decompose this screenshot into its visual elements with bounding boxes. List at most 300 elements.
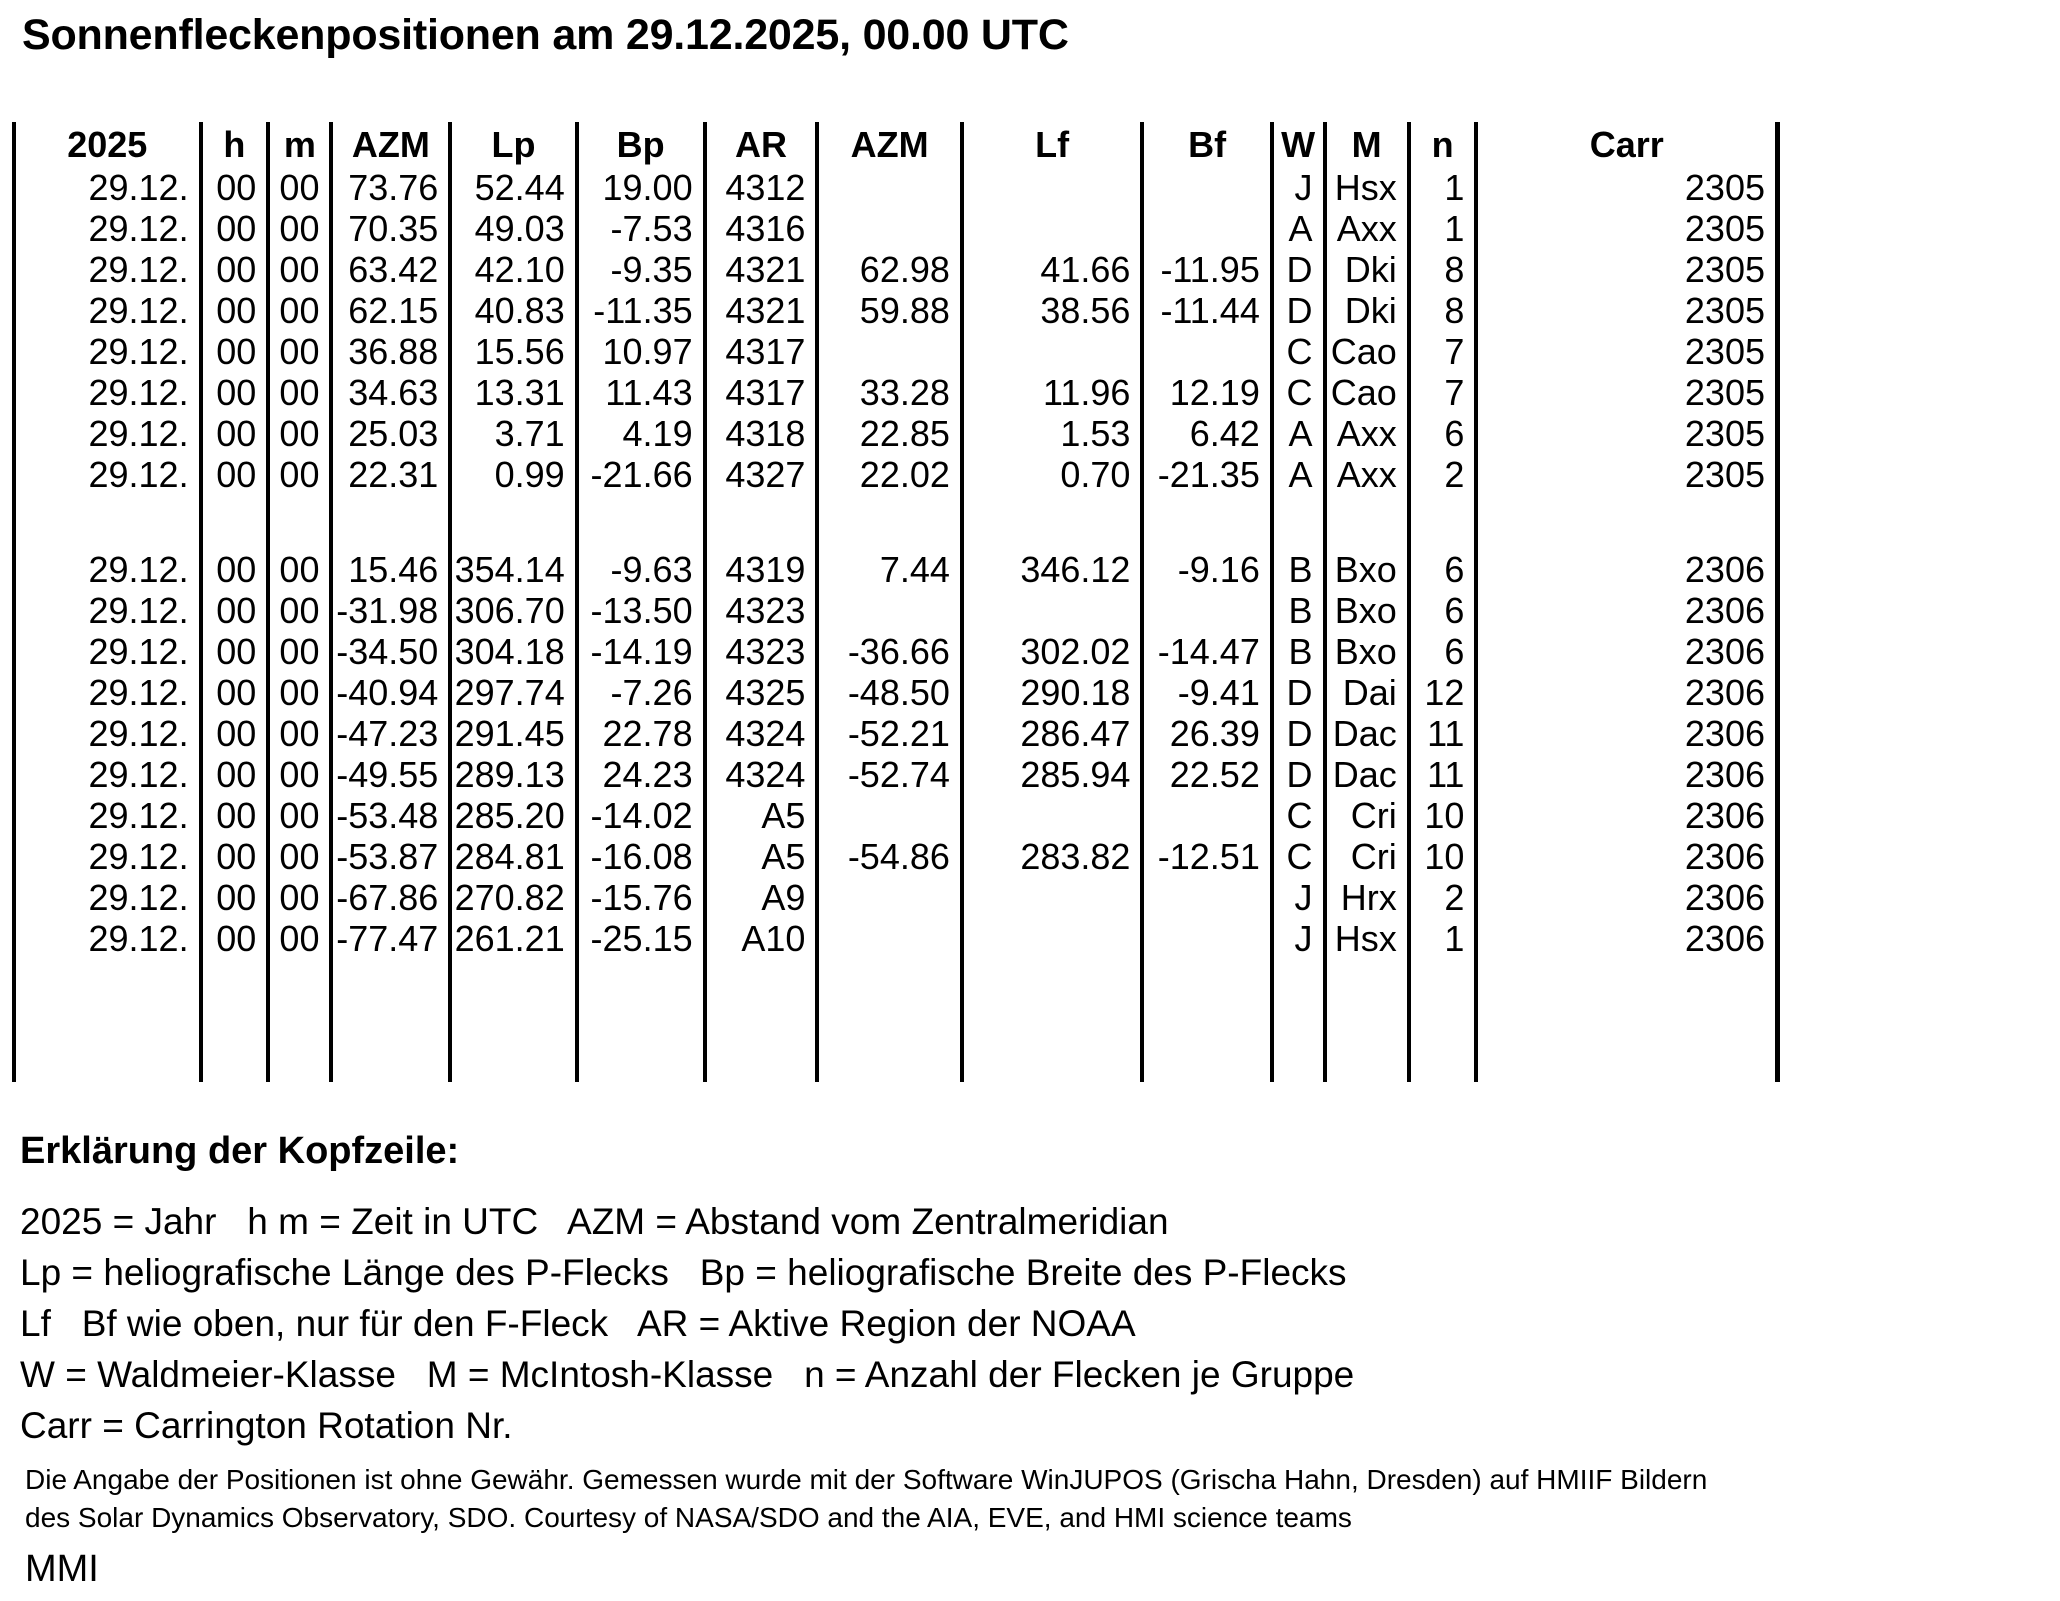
- cell-azm-f: 22.85: [817, 413, 961, 454]
- table-row: [14, 454, 1778, 495]
- cell-hour: 00: [201, 590, 269, 631]
- cell-lf: 285.94: [962, 754, 1143, 795]
- cell-minute: 00: [268, 590, 331, 631]
- cell-bp: -21.66: [577, 454, 705, 495]
- table-row: [14, 249, 1778, 290]
- cell-minute: 00: [268, 836, 331, 877]
- cell-date: 29.12.: [14, 713, 201, 754]
- cell-minute: 00: [268, 713, 331, 754]
- cell-lp: 270.82: [450, 877, 576, 918]
- cell-lp: 306.70: [450, 590, 576, 631]
- cell-date: 29.12.: [14, 672, 201, 713]
- cell-bp: -16.08: [577, 836, 705, 877]
- cell-mcintosh: Axx: [1325, 413, 1409, 454]
- cell-lf: [962, 877, 1143, 918]
- sunspot-positions-table: [12, 122, 1780, 1082]
- table-row: [14, 590, 1778, 631]
- cell-azm-p: 22.31: [331, 454, 450, 495]
- cell-bf: -12.51: [1142, 836, 1271, 877]
- column-header-azm-p: AZM: [331, 122, 450, 167]
- cell-azm-p: 15.46: [331, 549, 450, 590]
- cell-bf: [1142, 331, 1271, 372]
- cell-hour: 00: [201, 918, 269, 959]
- cell-n: 6: [1409, 590, 1477, 631]
- cell-date: 29.12.: [14, 795, 201, 836]
- cell-lp: 42.10: [450, 249, 576, 290]
- cell-bp: 22.78: [577, 713, 705, 754]
- cell-hour: 00: [201, 795, 269, 836]
- table-spacer-cell: [1476, 495, 1777, 549]
- cell-mcintosh: Cri: [1325, 795, 1409, 836]
- cell-n: 8: [1409, 290, 1477, 331]
- table-row: [14, 918, 1778, 959]
- cell-bp: -13.50: [577, 590, 705, 631]
- cell-minute: 00: [268, 372, 331, 413]
- cell-hour: 00: [201, 754, 269, 795]
- table-tail-cell: [1272, 959, 1325, 1082]
- cell-w: D: [1272, 290, 1325, 331]
- column-header-bf: Bf: [1142, 122, 1271, 167]
- cell-carr: 2305: [1476, 454, 1777, 495]
- table-row: [14, 631, 1778, 672]
- cell-azm-f: [817, 877, 961, 918]
- cell-w: D: [1272, 249, 1325, 290]
- cell-bf: [1142, 918, 1271, 959]
- table-spacer-cell: [1142, 495, 1271, 549]
- cell-bp: 11.43: [577, 372, 705, 413]
- cell-minute: 00: [268, 167, 331, 208]
- cell-azm-f: -54.86: [817, 836, 961, 877]
- cell-minute: 00: [268, 549, 331, 590]
- cell-hour: 00: [201, 372, 269, 413]
- cell-bf: [1142, 795, 1271, 836]
- cell-azm-p: -49.55: [331, 754, 450, 795]
- cell-lp: 52.44: [450, 167, 576, 208]
- cell-lf: [962, 795, 1143, 836]
- cell-w: B: [1272, 590, 1325, 631]
- cell-date: 29.12.: [14, 918, 201, 959]
- cell-w: A: [1272, 208, 1325, 249]
- footnote-line-2: des Solar Dynamics Observatory, SDO. Courtesy of NASA/SDO and the AIA, EVE, and HMI science teams: [25, 1502, 1352, 1533]
- cell-mcintosh: Axx: [1325, 208, 1409, 249]
- cell-hour: 00: [201, 413, 269, 454]
- cell-lp: 284.81: [450, 836, 576, 877]
- cell-bf: [1142, 590, 1271, 631]
- cell-ar: 4321: [705, 290, 818, 331]
- cell-mcintosh: Dki: [1325, 249, 1409, 290]
- cell-lp: 15.56: [450, 331, 576, 372]
- cell-bf: [1142, 208, 1271, 249]
- cell-n: 6: [1409, 413, 1477, 454]
- cell-lp: 261.21: [450, 918, 576, 959]
- cell-bp: -9.35: [577, 249, 705, 290]
- cell-azm-p: 25.03: [331, 413, 450, 454]
- legend-line-lp-bp: Lp = heliografische Länge des P-Flecks Bp = heliografische Breite des P-Flecks: [20, 1252, 1347, 1293]
- cell-lf: 41.66: [962, 249, 1143, 290]
- cell-carr: 2306: [1476, 836, 1777, 877]
- cell-n: 10: [1409, 836, 1477, 877]
- cell-bf: -21.35: [1142, 454, 1271, 495]
- table-tail-cell: [201, 959, 269, 1082]
- cell-date: 29.12.: [14, 877, 201, 918]
- cell-n: 6: [1409, 549, 1477, 590]
- cell-mcintosh: Bxo: [1325, 631, 1409, 672]
- table-spacer-cell: [14, 495, 201, 549]
- column-header-lp: Lp: [450, 122, 576, 167]
- cell-carr: 2305: [1476, 413, 1777, 454]
- cell-azm-p: -67.86: [331, 877, 450, 918]
- column-header-azm-f: AZM: [817, 122, 961, 167]
- cell-hour: 00: [201, 631, 269, 672]
- table-row: [14, 331, 1778, 372]
- cell-ar: 4312: [705, 167, 818, 208]
- cell-n: 11: [1409, 713, 1477, 754]
- legend-line-lf-bf-ar: Lf Bf wie oben, nur für den F-Fleck AR = Aktive Region der NOAA: [20, 1303, 1136, 1344]
- legend-line-carr: Carr = Carrington Rotation Nr.: [20, 1405, 513, 1446]
- cell-date: 29.12.: [14, 754, 201, 795]
- cell-azm-p: -40.94: [331, 672, 450, 713]
- table-row: [14, 372, 1778, 413]
- cell-carr: 2305: [1476, 249, 1777, 290]
- cell-date: 29.12.: [14, 372, 201, 413]
- cell-ar: 4324: [705, 713, 818, 754]
- cell-w: C: [1272, 372, 1325, 413]
- table-spacer-cell: [817, 495, 961, 549]
- cell-bp: -25.15: [577, 918, 705, 959]
- cell-carr: 2305: [1476, 372, 1777, 413]
- cell-minute: 00: [268, 672, 331, 713]
- cell-hour: 00: [201, 713, 269, 754]
- table-tail-cell: [962, 959, 1143, 1082]
- cell-azm-p: 36.88: [331, 331, 450, 372]
- cell-date: 29.12.: [14, 167, 201, 208]
- legend-line-year-time-azm: 2025 = Jahr h m = Zeit in UTC AZM = Abstand vom Zentralmeridian: [20, 1201, 1169, 1242]
- cell-mcintosh: Hsx: [1325, 918, 1409, 959]
- cell-minute: 00: [268, 290, 331, 331]
- cell-azm-f: -52.21: [817, 713, 961, 754]
- cell-ar: A10: [705, 918, 818, 959]
- cell-azm-f: [817, 167, 961, 208]
- legend-heading: Erklärung der Kopfzeile:: [20, 1130, 460, 1172]
- cell-bp: -9.63: [577, 549, 705, 590]
- cell-date: 29.12.: [14, 836, 201, 877]
- column-header-n: n: [1409, 122, 1477, 167]
- table-tail-cell: [1476, 959, 1777, 1082]
- cell-w: J: [1272, 877, 1325, 918]
- footnote-line-1: Die Angabe der Positionen ist ohne Gewähr. Gemessen wurde mit der Software WinJUPOS (Grischa Hahn, Dresden) auf HMIIF Bildern: [25, 1464, 1708, 1495]
- cell-lp: 40.83: [450, 290, 576, 331]
- cell-bf: 26.39: [1142, 713, 1271, 754]
- cell-w: A: [1272, 454, 1325, 495]
- cell-mcintosh: Bxo: [1325, 549, 1409, 590]
- footnote: [25, 1461, 2045, 1537]
- cell-n: 7: [1409, 372, 1477, 413]
- table-spacer-cell: [1409, 495, 1477, 549]
- cell-bp: 19.00: [577, 167, 705, 208]
- cell-hour: 00: [201, 454, 269, 495]
- cell-w: B: [1272, 631, 1325, 672]
- cell-bf: [1142, 877, 1271, 918]
- cell-lf: 283.82: [962, 836, 1143, 877]
- cell-lf: 38.56: [962, 290, 1143, 331]
- table-spacer-cell: [1325, 495, 1409, 549]
- cell-ar: 4327: [705, 454, 818, 495]
- table-spacer-cell: [705, 495, 818, 549]
- column-header-carr: Carr: [1476, 122, 1777, 167]
- table-tail-cell: [705, 959, 818, 1082]
- cell-lp: 3.71: [450, 413, 576, 454]
- cell-mcintosh: Dac: [1325, 754, 1409, 795]
- cell-mcintosh: Cao: [1325, 331, 1409, 372]
- cell-w: J: [1272, 918, 1325, 959]
- cell-azm-p: 70.35: [331, 208, 450, 249]
- cell-lp: 49.03: [450, 208, 576, 249]
- cell-bp: -7.26: [577, 672, 705, 713]
- cell-date: 29.12.: [14, 249, 201, 290]
- cell-mcintosh: Dai: [1325, 672, 1409, 713]
- cell-azm-p: -53.87: [331, 836, 450, 877]
- cell-minute: 00: [268, 754, 331, 795]
- table-spacer-cell: [201, 495, 269, 549]
- cell-mcintosh: Hrx: [1325, 877, 1409, 918]
- cell-hour: 00: [201, 836, 269, 877]
- cell-hour: 00: [201, 672, 269, 713]
- table-tail-cell: [268, 959, 331, 1082]
- cell-n: 12: [1409, 672, 1477, 713]
- cell-minute: 00: [268, 413, 331, 454]
- cell-bp: -14.02: [577, 795, 705, 836]
- column-header-mcintosh: M: [1325, 122, 1409, 167]
- table-tail-cell: [1409, 959, 1477, 1082]
- cell-bp: -15.76: [577, 877, 705, 918]
- cell-w: B: [1272, 549, 1325, 590]
- cell-bf: -11.95: [1142, 249, 1271, 290]
- cell-n: 11: [1409, 754, 1477, 795]
- table-row: [14, 549, 1778, 590]
- cell-date: 29.12.: [14, 208, 201, 249]
- cell-ar: 4323: [705, 590, 818, 631]
- cell-azm-p: -53.48: [331, 795, 450, 836]
- column-header-lf: Lf: [962, 122, 1143, 167]
- column-header-w: W: [1272, 122, 1325, 167]
- column-header-minute: m: [268, 122, 331, 167]
- cell-ar: A9: [705, 877, 818, 918]
- table-tail-row: [14, 959, 1778, 1082]
- sunspot-table-container: [12, 122, 1780, 1082]
- cell-carr: 2306: [1476, 549, 1777, 590]
- cell-carr: 2306: [1476, 672, 1777, 713]
- table-tail-cell: [577, 959, 705, 1082]
- cell-azm-p: 62.15: [331, 290, 450, 331]
- cell-azm-f: 62.98: [817, 249, 961, 290]
- cell-ar: A5: [705, 836, 818, 877]
- cell-ar: 4324: [705, 754, 818, 795]
- cell-w: A: [1272, 413, 1325, 454]
- table-tail-cell: [1142, 959, 1271, 1082]
- table-tail-cell: [14, 959, 201, 1082]
- cell-carr: 2306: [1476, 918, 1777, 959]
- cell-carr: 2306: [1476, 631, 1777, 672]
- cell-azm-f: [817, 918, 961, 959]
- cell-ar: 4318: [705, 413, 818, 454]
- cell-lf: [962, 208, 1143, 249]
- cell-lf: [962, 331, 1143, 372]
- cell-date: 29.12.: [14, 590, 201, 631]
- cell-azm-f: [817, 208, 961, 249]
- cell-azm-f: 59.88: [817, 290, 961, 331]
- cell-w: C: [1272, 836, 1325, 877]
- cell-lp: 289.13: [450, 754, 576, 795]
- cell-hour: 00: [201, 549, 269, 590]
- cell-mcintosh: Dac: [1325, 713, 1409, 754]
- cell-n: 2: [1409, 454, 1477, 495]
- cell-hour: 00: [201, 290, 269, 331]
- cell-hour: 00: [201, 877, 269, 918]
- cell-hour: 00: [201, 249, 269, 290]
- cell-ar: 4317: [705, 372, 818, 413]
- table-tail-cell: [331, 959, 450, 1082]
- cell-lf: 0.70: [962, 454, 1143, 495]
- cell-minute: 00: [268, 331, 331, 372]
- legend-lines: [20, 1196, 1354, 1451]
- cell-lp: 354.14: [450, 549, 576, 590]
- table-tail-cell: [1325, 959, 1409, 1082]
- cell-lf: [962, 167, 1143, 208]
- table-row: [14, 754, 1778, 795]
- cell-date: 29.12.: [14, 413, 201, 454]
- cell-azm-f: 33.28: [817, 372, 961, 413]
- cell-n: 10: [1409, 795, 1477, 836]
- column-header-ar: AR: [705, 122, 818, 167]
- cell-lf: 290.18: [962, 672, 1143, 713]
- cell-w: J: [1272, 167, 1325, 208]
- cell-mcintosh: Bxo: [1325, 590, 1409, 631]
- table-tail-cell: [817, 959, 961, 1082]
- table-spacer-cell: [331, 495, 450, 549]
- cell-hour: 00: [201, 331, 269, 372]
- cell-bf: -11.44: [1142, 290, 1271, 331]
- cell-azm-p: 63.42: [331, 249, 450, 290]
- cell-azm-f: [817, 331, 961, 372]
- table-body: [14, 167, 1778, 1082]
- cell-lf: 11.96: [962, 372, 1143, 413]
- cell-lf: [962, 918, 1143, 959]
- cell-n: 1: [1409, 208, 1477, 249]
- cell-hour: 00: [201, 208, 269, 249]
- table-row: [14, 672, 1778, 713]
- page-title: Sonnenfleckenpositionen am 29.12.2025, 00.00 UTC: [22, 11, 1069, 59]
- table-row: [14, 795, 1778, 836]
- table-spacer-row: [14, 495, 1778, 549]
- cell-ar: A5: [705, 795, 818, 836]
- cell-w: D: [1272, 754, 1325, 795]
- table-row: [14, 208, 1778, 249]
- cell-w: C: [1272, 331, 1325, 372]
- column-header-hour: h: [201, 122, 269, 167]
- cell-bf: -9.16: [1142, 549, 1271, 590]
- cell-azm-f: [817, 795, 961, 836]
- cell-date: 29.12.: [14, 290, 201, 331]
- cell-azm-p: -47.23: [331, 713, 450, 754]
- table-tail-cell: [450, 959, 576, 1082]
- cell-carr: 2306: [1476, 754, 1777, 795]
- cell-carr: 2305: [1476, 208, 1777, 249]
- cell-minute: 00: [268, 877, 331, 918]
- cell-date: 29.12.: [14, 631, 201, 672]
- table-spacer-cell: [577, 495, 705, 549]
- table-row: [14, 413, 1778, 454]
- cell-date: 29.12.: [14, 549, 201, 590]
- cell-minute: 00: [268, 208, 331, 249]
- table-row: [14, 877, 1778, 918]
- cell-ar: 4319: [705, 549, 818, 590]
- cell-bf: -14.47: [1142, 631, 1271, 672]
- cell-azm-p: 34.63: [331, 372, 450, 413]
- cell-carr: 2306: [1476, 877, 1777, 918]
- cell-ar: 4317: [705, 331, 818, 372]
- cell-minute: 00: [268, 918, 331, 959]
- table-spacer-cell: [962, 495, 1143, 549]
- cell-azm-f: [817, 590, 961, 631]
- cell-date: 29.12.: [14, 331, 201, 372]
- cell-bf: -9.41: [1142, 672, 1271, 713]
- table-spacer-cell: [450, 495, 576, 549]
- cell-ar: 4325: [705, 672, 818, 713]
- cell-carr: 2306: [1476, 590, 1777, 631]
- table-row: [14, 167, 1778, 208]
- table-spacer-cell: [1272, 495, 1325, 549]
- cell-bp: -11.35: [577, 290, 705, 331]
- cell-azm-f: -48.50: [817, 672, 961, 713]
- cell-bp: 10.97: [577, 331, 705, 372]
- table-header-row: [14, 122, 1778, 167]
- cell-bf: [1142, 167, 1271, 208]
- cell-n: 1: [1409, 167, 1477, 208]
- cell-bp: -7.53: [577, 208, 705, 249]
- table-row: [14, 836, 1778, 877]
- cell-lp: 297.74: [450, 672, 576, 713]
- cell-carr: 2305: [1476, 167, 1777, 208]
- cell-mcintosh: Cri: [1325, 836, 1409, 877]
- column-header-bp: Bp: [577, 122, 705, 167]
- cell-azm-f: -52.74: [817, 754, 961, 795]
- cell-bp: 4.19: [577, 413, 705, 454]
- cell-carr: 2306: [1476, 713, 1777, 754]
- table-spacer-cell: [268, 495, 331, 549]
- cell-n: 6: [1409, 631, 1477, 672]
- cell-lf: [962, 590, 1143, 631]
- cell-lp: 291.45: [450, 713, 576, 754]
- cell-carr: 2306: [1476, 795, 1777, 836]
- cell-mcintosh: Hsx: [1325, 167, 1409, 208]
- cell-lp: 285.20: [450, 795, 576, 836]
- cell-ar: 4316: [705, 208, 818, 249]
- cell-n: 1: [1409, 918, 1477, 959]
- cell-minute: 00: [268, 795, 331, 836]
- cell-w: D: [1272, 713, 1325, 754]
- cell-minute: 00: [268, 631, 331, 672]
- legend-line-w-m-n: W = Waldmeier-Klasse M = McIntosh-Klasse n = Anzahl der Flecken je Gruppe: [20, 1354, 1355, 1395]
- cell-hour: 00: [201, 167, 269, 208]
- cell-lf: 1.53: [962, 413, 1143, 454]
- cell-lp: 304.18: [450, 631, 576, 672]
- cell-w: C: [1272, 795, 1325, 836]
- cell-mcintosh: Dki: [1325, 290, 1409, 331]
- cell-ar: 4323: [705, 631, 818, 672]
- cell-azm-f: 7.44: [817, 549, 961, 590]
- cell-bp: -14.19: [577, 631, 705, 672]
- cell-lp: 0.99: [450, 454, 576, 495]
